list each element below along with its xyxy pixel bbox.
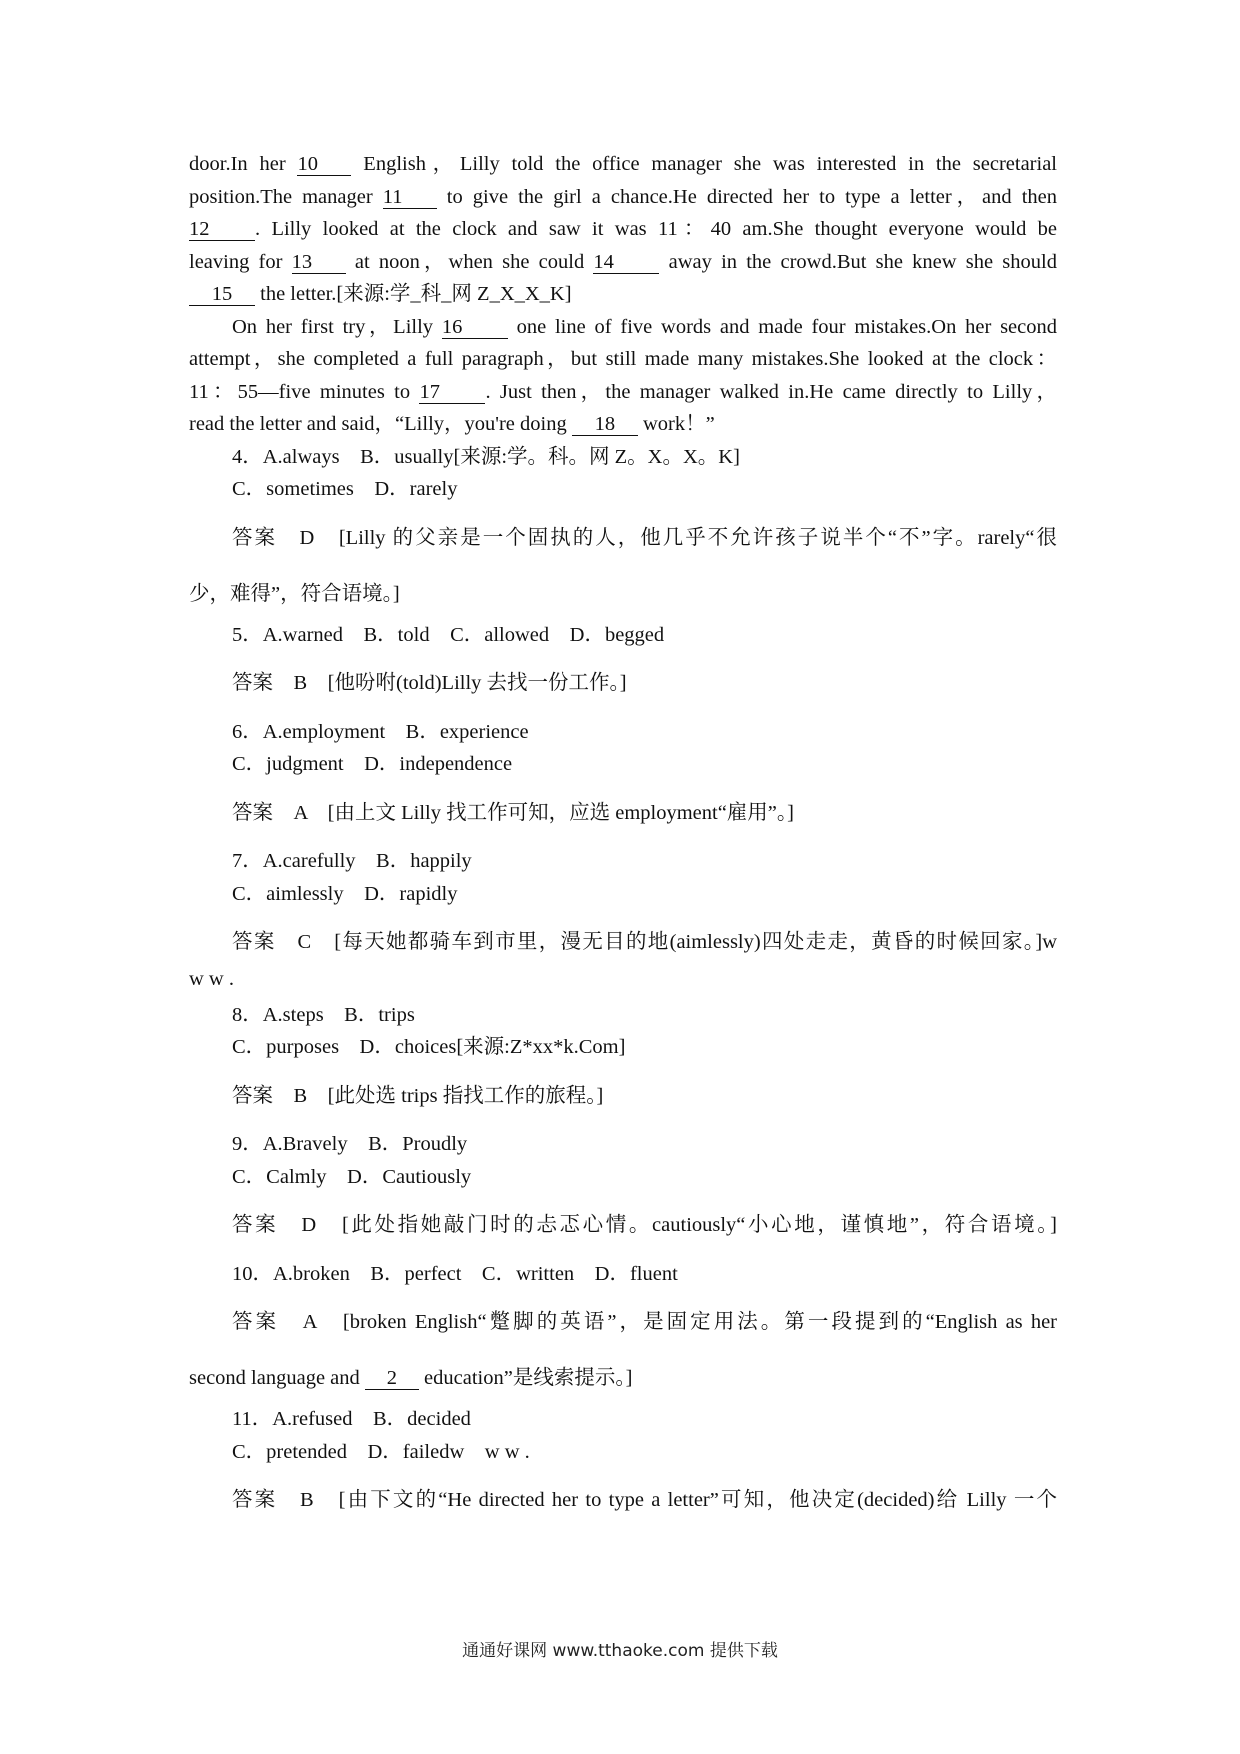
answer-5: 答案 B [他吩咐(told)Lilly 去找一份工作。]: [232, 672, 627, 694]
passage-line: [189, 311, 1057, 344]
blank-13: 13: [292, 251, 346, 274]
passage-line: [189, 181, 1057, 214]
text: door.In her: [189, 153, 298, 175]
blank-11: 11: [383, 186, 437, 209]
spacer: [189, 651, 1057, 667]
question-7-line-1: 7．A.carefully B．happily: [232, 850, 472, 872]
text: . Lilly looked at the clock and saw it was 11：40 am.She thought everyone would be: [255, 218, 1057, 240]
text: . Just then，the manager walked in.He came directly to Lilly，: [485, 380, 1057, 403]
text: one line of five words and made four mistakes.On her second: [507, 315, 1057, 338]
question-9-line-2: C．Calmly D．Cautiously: [232, 1165, 472, 1188]
text: English，Lilly told the office manager she was interested in the secretarial: [351, 153, 1057, 175]
passage-line: [189, 213, 1057, 246]
blank-16: 16: [442, 316, 508, 339]
question-5: 5．A.warned B．told C．allowed D．begged: [232, 623, 665, 646]
answer-4-line-1: 答案 D [Lilly 的父亲是一个固执的人，他几乎不允许孩子说半个“不”字。rarely“很: [232, 526, 1057, 549]
question-8-line-2: C．purposes D．choices[来源:Z*xx*k.Com]: [232, 1036, 626, 1058]
text: position.The manager: [189, 185, 383, 208]
answer-7-line-2: w w .: [189, 967, 234, 990]
question-4-line-2: C．sometimes D．rarely: [232, 478, 458, 500]
answer-8: 答案 B [此处选 trips 指找工作的旅程。]: [232, 1084, 604, 1107]
passage-line: [189, 376, 1057, 409]
spacer: [189, 700, 1057, 716]
spacer: [189, 781, 1057, 797]
spacer: [189, 1242, 1057, 1258]
spacer: [189, 1468, 1057, 1484]
text: the letter.[来源:学_科_网 Z_X_X_K]: [255, 283, 572, 305]
text: away in the crowd.But she knew she should: [659, 250, 1057, 273]
blank-17: 17: [419, 381, 485, 404]
blank-14: 14: [593, 251, 659, 274]
question-11-line-2: C．pretended D．failedw w w .: [232, 1440, 530, 1463]
question-11-line-1: 11．A.refused B．decided: [232, 1408, 471, 1430]
spacer: [189, 829, 1057, 845]
document-body: [189, 148, 1057, 1517]
question-7-line-2: C．aimlessly D．rapidly: [232, 882, 458, 905]
passage-line: [189, 246, 1057, 279]
text: to give the girl a chance.He directed her to type a letter，and then: [436, 185, 1057, 208]
spacer: [189, 1112, 1057, 1128]
blank-10: 10: [297, 153, 351, 176]
text: work！”: [637, 413, 715, 435]
question-4-line-1: 4．A.always B．usually[来源:学。科。网 Z。X。X。K]: [232, 445, 740, 468]
spacer: [189, 1193, 1057, 1209]
passage-line: [189, 408, 1057, 441]
blank-12: 12: [189, 218, 255, 241]
question-10: 10．A.broken B．perfect C．written D．fluent: [232, 1262, 678, 1285]
answer-9: 答案 D [此处指她敲门时的忐忑心情。cautiously“小心地，谨慎地”，符合语境。]: [232, 1214, 1057, 1236]
spacer: [189, 1064, 1057, 1080]
question-6-line-2: C．judgment D．independence: [232, 753, 513, 775]
passage-line: [189, 148, 1057, 181]
answer-10-line-2: [189, 1354, 1057, 1403]
question-9-line-1: 9．A.Bravely B．Proudly: [232, 1133, 468, 1155]
text: read the letter and said，“Lilly，you're doing: [189, 413, 572, 435]
text: second language and: [189, 1367, 365, 1389]
question-8-line-1: 8．A.steps B．trips: [232, 1003, 415, 1026]
answer-6: 答案 A [由上文 Lilly 找工作可知，应选 employment“雇用”。]: [232, 801, 794, 824]
text: leaving for: [189, 250, 292, 273]
blank-2: 2: [365, 1367, 419, 1390]
answer-7-line-1: 答案 C [每天她都骑车到市里，漫无目的地(aimlessly)四处走走，黄昏的时候回家。]w: [232, 931, 1057, 953]
question-6-line-1: 6．A.employment B．experience: [232, 720, 529, 743]
spacer: [189, 910, 1057, 926]
passage-line: attempt，she completed a full paragraph，but still made many mistakes.She looked at the clock：: [189, 348, 1057, 370]
answer-11: 答案 B [由下文的“He directed her to type a letter”可知，他决定(decided)给 Lilly 一个: [232, 1489, 1057, 1511]
blank-18: 18: [572, 413, 638, 436]
text: On her first try，Lilly: [232, 315, 442, 338]
text: 11：55—five minutes to: [189, 380, 420, 403]
page-footer: 通通好课网 www.tthaoke.com 提供下载: [462, 1641, 778, 1661]
blank-15: 15: [189, 283, 255, 306]
text: education”是线索提示。]: [418, 1367, 633, 1389]
passage-line: [189, 278, 1057, 311]
text: at noon，when she could: [345, 250, 594, 273]
answer-10-line-1: 答案 A [broken English“蹩脚的英语”，是固定用法。第一段提到的“English as her: [232, 1311, 1057, 1333]
answer-4-line-2: 少，难得”，符合语境。]: [189, 582, 400, 605]
